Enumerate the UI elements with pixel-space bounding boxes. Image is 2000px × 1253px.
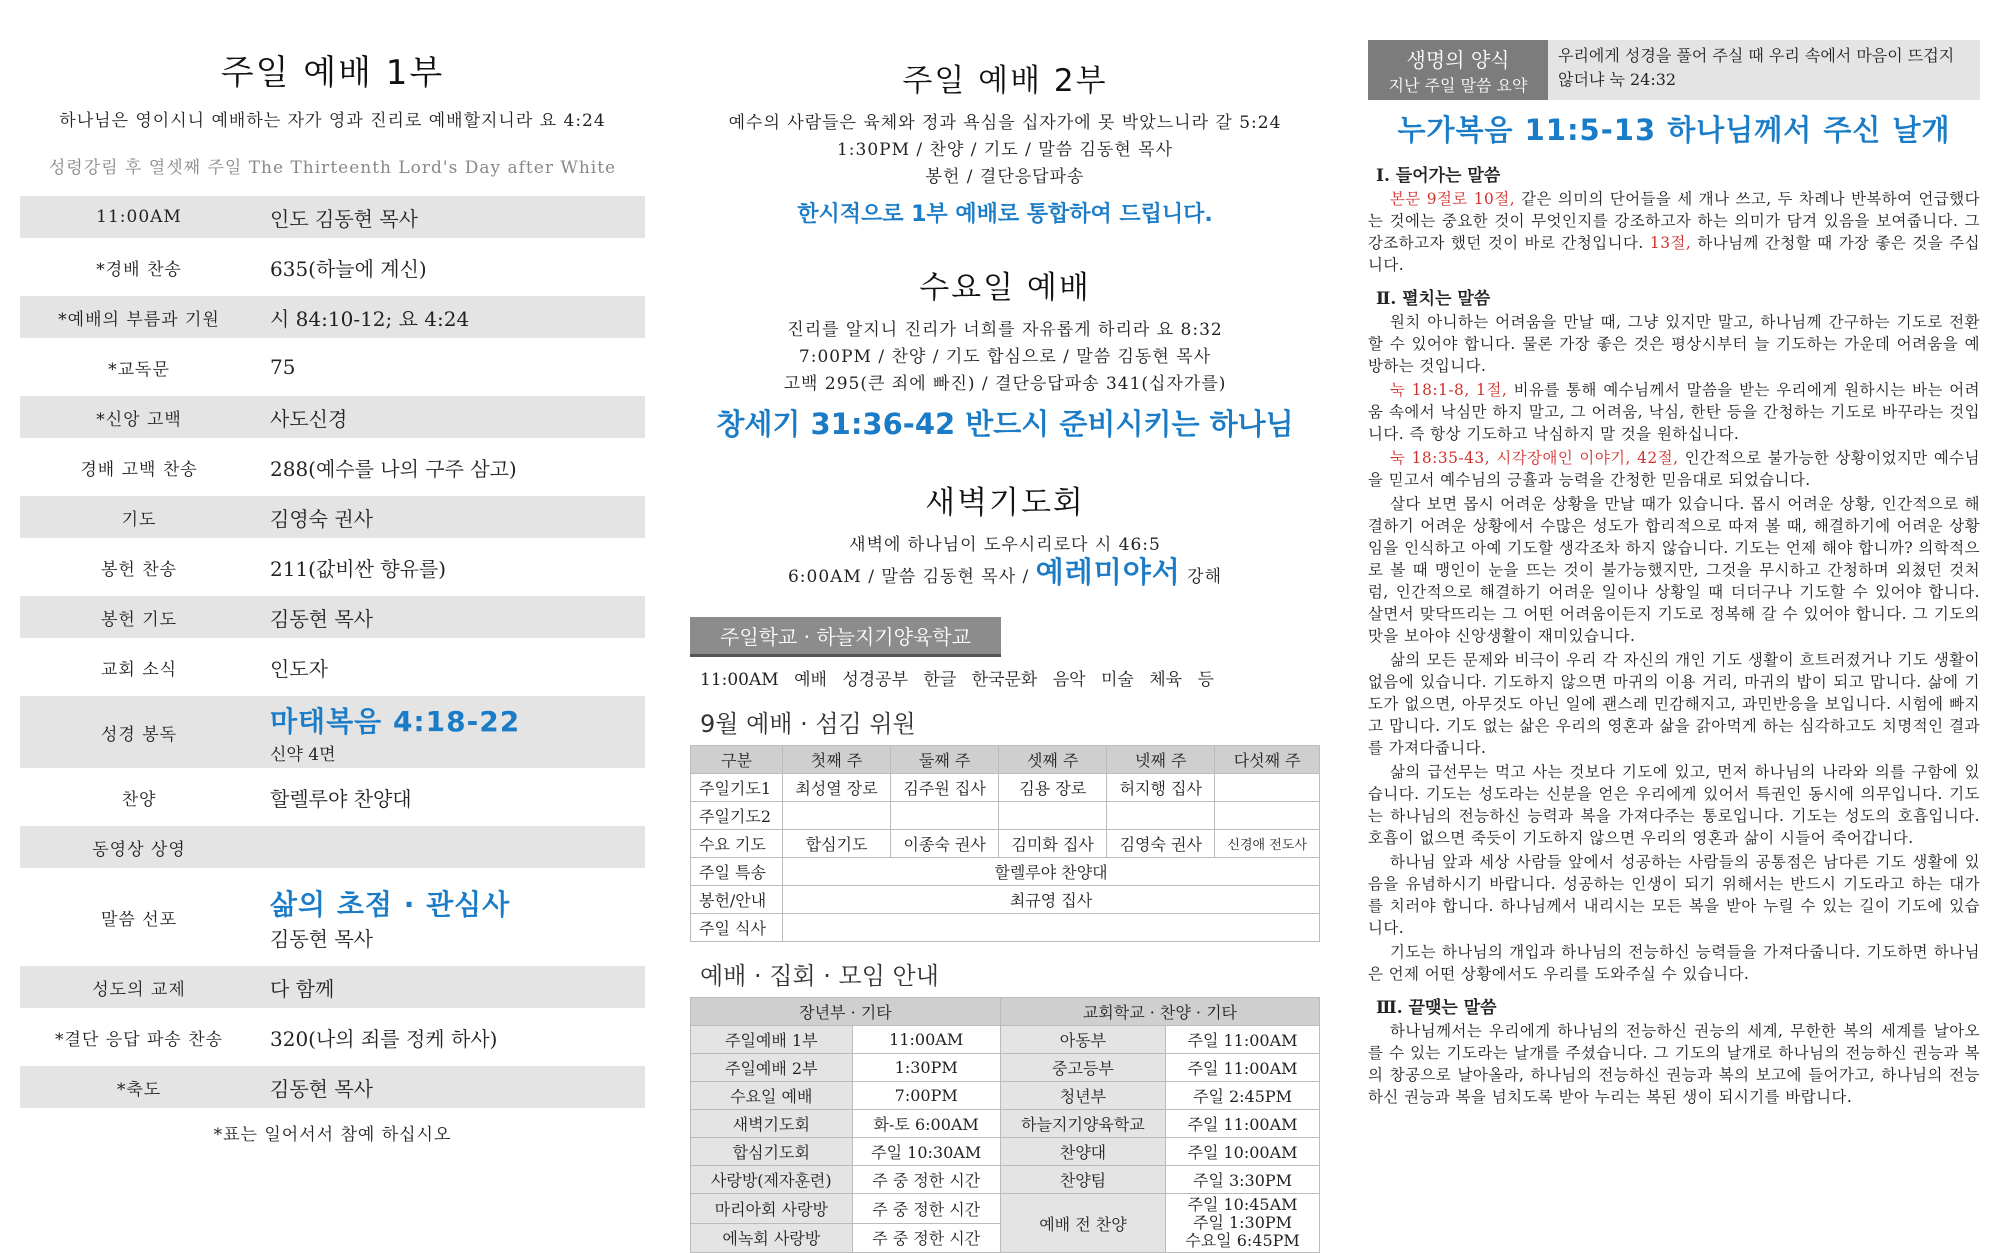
table-row: 수요 기도 합심기도 이종숙 권사 김미화 집사 김영숙 권사 신경애 전도사 bbox=[691, 830, 1320, 858]
table-row: 주일예배 2부 1:30PM 중고등부 주일 11:00AM bbox=[691, 1054, 1320, 1082]
header-verse: 우리에게 성경을 풀어 주실 때 우리 속에서 마음이 뜨겁지 않더냐 눅 24:32 bbox=[1548, 40, 1980, 100]
order-row: *축도 김동현 목사 bbox=[20, 1066, 645, 1108]
order-row: 봉헌 기도 김동현 목사 bbox=[20, 596, 645, 638]
order-row: 동영상 상영 bbox=[20, 826, 645, 868]
paragraph: 하나님께서는 우리에게 하나님의 전능하신 권능의 세계, 무한한 복의 세계를 날아오를 수 있는 기도라는 날개를 주셨습니다. 그 기도의 날개로 하나님의 전능하신 권능과 복의 창공으로 날아올라, 하나님의 전능하신 권능과 복의 보고에 들어가고, 하나님의 전능하신 권능과 복을 넘치도록 받아 누리는 복된 생이 되시기를 바랍니다. bbox=[1368, 1022, 1980, 1106]
dawn-prayer: 새벽기도회 새벽에 하나님이 도우시리로다 시 46:5 6:00AM / 말씀 김동현 목사 / 예레미야서 강해 bbox=[690, 477, 1320, 591]
table-row: 사랑방(제자훈련) 주 중 정한 시간 찬양팀 주일 3:30PM bbox=[691, 1166, 1320, 1194]
paragraph: 원치 아니하는 어려움을 만날 때, 그냥 있지만 말고, 하나님께 간구하는 기도로 전환할 수 있어야 합니다. 물론 가장 좋은 것은 평상시부터 늘 기도하는 가운데 어려움을 예방하는 것입니다. bbox=[1368, 313, 1980, 375]
paragraph: 삶의 급선무는 먹고 사는 것보다 기도에 있고, 먼저 하나님의 나라와 의를 구함에 있습니다. 기도는 성도라는 신분을 얻은 우리에게 있어서 특권인 동시에 의무입니다. 기도는 하나님의 전능하신 능력과 복을 가져다주는 통로입니다. 기도는 성도의 호흡입니다. 호흡이 없으면 죽듯이 기도하지 않으면 우리의 영혼과 삶이 시들어 죽어갑니다. bbox=[1368, 763, 1980, 847]
table-row: 주일예배 1부 11:00AM 아동부 주일 11:00AM bbox=[691, 1026, 1320, 1054]
paragraph: 눅 18:35-43, 시각장애인 이야기, 42절, 인간적으로 불가능한 상황이었지만 예수님을 믿고서 예수님의 긍휼과 능력을 간청한 믿음대로 되었습니다. bbox=[1368, 449, 1980, 489]
table-row: 주일기도2 bbox=[691, 802, 1320, 830]
table-row: 에녹회 사랑방 주 중 정한 시간 bbox=[691, 1223, 1320, 1253]
sermon-row: 말씀 선포 삶의 초점 · 관심사 김동현 목사 bbox=[20, 876, 645, 958]
summary-sermon-title: 누가복음 11:5-13 하나님께서 주신 날개 bbox=[1397, 113, 1951, 147]
meetings-table: 장년부 · 기타 교회학교 · 찬양 · 기타 주일예배 1부 11:00AM 아동부 주일 11:00AM 주일예배 2부 1:30PM 중고등부 주일 11:00AM 수요일 예배 7:00PM 청년부 주일 2:45PM 새벽기도회 화-토 6:00AM 하늘지기양육학교 주일 11:00AM 합심기도회 주일 10:30AM 찬양대 주일 10:00AM 사랑방(제자훈련) 주 중 정한 시간 찬양팀 주일 3:30PM 마리아회 사랑방 주 중 정한 시간 예배 전 찬양 주일 10:45AM 주일 1:30PM 수요일 6:45PM 에녹회 사랑방 주 중 정한 시간 bbox=[690, 997, 1320, 1253]
scripture-reference: 마태복음 4:18-22 bbox=[270, 704, 521, 738]
integration-notice: 한시적으로 1부 예배로 통합하여 드립니다. bbox=[797, 202, 1213, 227]
section-title: 예배 · 집회 · 모임 안내 bbox=[700, 962, 939, 990]
table-row: 주일 식사 bbox=[691, 914, 1320, 942]
sermon-summary-column bbox=[1368, 40, 1980, 1110]
order-row: *교독문 75 bbox=[108, 355, 296, 380]
theme-verse: 하나님은 영이시니 예배하는 자가 영과 진리로 예배할지니라 요 4:24 bbox=[59, 111, 606, 131]
order-row: 봉헌 찬송 211(값비싼 향유를) bbox=[100, 556, 447, 581]
paragraph: 살다 보면 몹시 어려운 상황을 만날 때가 있습니다. 몹시 어려운 상황, 인간적으로 해결하기 어려운 상황에서 수많은 성도가 합리적으로 따져 볼 때, 해결하기에 어려운 상황임을 인식하고 아예 기도할 생각조차 하지 않습니다. 기도는 언제 해야 합니까? 의학적으로 볼 때 맹인이 눈을 뜨는 것이 불가능했지만, 그것을 무시하고 간청하며 외쳤던 것처럼, 인간적으로 해결하기 어려운 일이나 상황일 때 더더구나 기도할 수 있어야 합니다. 살면서 맞닥뜨리는 그 어떤 어려움이든지 기도로 정복해 갈 수 있어야 합니다. 그 기도의 맛을 보아야 신앙생활이 재미있습니다. bbox=[1368, 495, 1980, 645]
order-row: 성도의 교제 다 함께 bbox=[20, 966, 645, 1008]
scripture-reading-row: 성경 봉독 마태복음 4:18-22 신약 4면 bbox=[20, 696, 645, 768]
standing-note: *표는 일어서서 참예 하십시오 bbox=[213, 1125, 452, 1145]
order-row: *경배 찬송 635(하늘에 계신) bbox=[96, 256, 427, 281]
table-row: 주일 특송 할렐루야 찬양대 bbox=[691, 858, 1320, 886]
order-row: 교회 소식 인도자 bbox=[100, 656, 328, 681]
section-title: 새벽기도회 bbox=[925, 485, 1085, 521]
sunday-service-1-column bbox=[20, 45, 645, 1145]
section-title: 9월 예배 · 섬김 위원 bbox=[700, 710, 916, 738]
paragraph: 눅 18:1-8, 1절, 비유를 통해 예수님께서 말씀을 받는 우리에게 원하시는 바는 어려움 속에서 낙심만 하지 말고, 그 어려움, 낙심, 한탄 등을 간청하는 기도로 바꾸라는 것입니다. 즉 항상 기도하고 낙심하지 말 것을 원하십니다. bbox=[1368, 381, 1981, 443]
section-bar: 주일학교 · 하늘지기양육학교 bbox=[690, 617, 1001, 657]
sermon-title: 삶의 초점 · 관심사 bbox=[270, 887, 511, 921]
paragraph: 기도는 하나님의 개입과 하나님의 전능하신 능력들을 가져다줍니다. 기도하면 하나님은 언제 어떤 상황에서도 우리를 도와주실 수 있습니다. bbox=[1368, 943, 1980, 983]
liturgical-day: 성령강림 후 열셋째 주일 The Thirteenth Lord's Day after White bbox=[48, 158, 617, 178]
section-title: 수요일 예배 bbox=[919, 270, 1091, 306]
sunday-school: 주일학교 · 하늘지기양육학교 11:00AM 예배 성경공부 한글 한국문화 음악 미술 체육 등 bbox=[690, 617, 1320, 690]
order-row: 찬양 할렐루야 찬양대 bbox=[121, 786, 412, 811]
order-row: 11:00AM 인도 김동현 목사 bbox=[20, 196, 645, 238]
table-row: 봉헌/안내 최규영 집사 bbox=[691, 886, 1320, 914]
order-row: *신앙 고백 사도신경 bbox=[20, 396, 645, 438]
duty-table: 구분 첫째 주 둘째 주 셋째 주 넷째 주 다섯째 주 주일기도1 최성열 장로 김주원 집사 김용 장로 허지행 집사 주일기도2 수요 기도 합심기도 이종숙 권사 김미화 집사 김영숙 권사 신경애 전도사 주일 특송 할렐루야 찬양대 봉헌/안내 최규영 집사 주일 식사 bbox=[690, 745, 1320, 942]
services-column bbox=[690, 55, 1320, 1253]
table-row: 새벽기도회 화-토 6:00AM 하늘지기양육학교 주일 11:00AM bbox=[691, 1110, 1320, 1138]
wednesday-service: 수요일 예배 진리를 알지니 진리가 너희를 자유롭게 하리라 요 8:32 7:00PM / 찬양 / 기도 합심으로 / 말씀 김동현 목사 고백 295(큰 죄에 빠진) / 결단응답파송 341(십자가를) 창세기 31:36-42 반드시 준비시키는 하나님 bbox=[690, 262, 1320, 443]
sunday-service-2: 주일 예배 2부 예수의 사람들은 육체와 정과 욕심을 십자가에 못 박았느니라 갈 5:24 1:30PM / 찬양 / 기도 / 말씀 김동현 목사 봉헌 / 결단응답파송 한시적으로 1부 예배로 통합하여 드립니다. bbox=[690, 55, 1320, 228]
part-title: Ⅲ. 끝맺는 말씀 bbox=[1376, 998, 1497, 1018]
page-title: 주일 예배 1부 bbox=[220, 53, 445, 93]
table-row: 마리아회 사랑방 주 중 정한 시간 예배 전 찬양 주일 10:45AM 주일 1:30PM 수요일 6:45PM bbox=[691, 1194, 1320, 1224]
table-row: 수요일 예배 7:00PM 청년부 주일 2:45PM bbox=[691, 1082, 1320, 1110]
paragraph: 하나님 앞과 세상 사람들 앞에서 성공하는 사람들의 공통점은 남다른 기도 생활에 있음을 유념하시기 바랍니다. 성공하는 인생이 되기 위해서는 반드시 기도라고 하는 대가를 치러야 합니다. 하나님께서 내리시는 모든 복을 받아 누릴 수 있는 길이 기도에 있습니다. bbox=[1368, 853, 1980, 937]
order-row: *결단 응답 파송 찬송 320(나의 죄를 정케 하사) bbox=[54, 1026, 498, 1051]
paragraph: 삶의 모든 문제와 비극이 우리 각 자신의 개인 기도 생활이 흐트러졌거나 기도 생활이 없음에 있습니다. 기도하지 않으면 마귀의 이용 거리, 마귀의 밥이 되고 맙니다. 삶에 기도가 없으면, 아무것도 아닌 일에 괜스레 민감해지고, 과민반응을 보입니다. 시험에 빠지고 맙니다. 기도 없는 삶은 우리의 영혼과 삶을 갉아먹게 하는 심각하고도 치명적인 결과를 가져다줍니다. bbox=[1368, 651, 1980, 757]
paragraph: 본문 9절로 10절, 같은 의미의 단어들을 세 개나 쓰고, 두 차례나 반복하여 언급했다는 것에는 중요한 것이 무엇인지를 강조하고자 하는 의미가 담겨 있음을 보여줍니다. 그 강조하고자 했던 것이 바로 간청입니다. 13절, 하나님께 간청할 때 가장 좋은 것을 주십니다. bbox=[1368, 190, 1981, 274]
dawn-book: 예레미야서 bbox=[1035, 555, 1181, 589]
order-row: 기도 김영숙 권사 bbox=[20, 496, 645, 538]
table-row: 주일기도1 최성열 장로 김주원 집사 김용 장로 허지행 집사 bbox=[691, 774, 1320, 802]
summary-header: 생명의 양식 지난 주일 말씀 요약 우리에게 성경을 풀어 주실 때 우리 속에서 마음이 뜨겁지 않더냐 눅 24:32 bbox=[1368, 40, 1980, 100]
order-row: *예배의 부름과 기원 시 84:10-12; 요 4:24 bbox=[20, 296, 645, 338]
order-row: 경배 고백 찬송 288(예수를 나의 구주 삼고) bbox=[80, 456, 517, 481]
part-title: Ⅱ. 펼치는 말씀 bbox=[1376, 289, 1491, 309]
part-title: Ⅰ. 들어가는 말씀 bbox=[1376, 166, 1501, 186]
section-title: 주일 예배 2부 bbox=[902, 63, 1108, 99]
wednesday-passage: 창세기 31:36-42 반드시 준비시키는 하나님 bbox=[716, 407, 1294, 441]
table-row: 합심기도회 주일 10:30AM 찬양대 주일 10:00AM bbox=[691, 1138, 1320, 1166]
